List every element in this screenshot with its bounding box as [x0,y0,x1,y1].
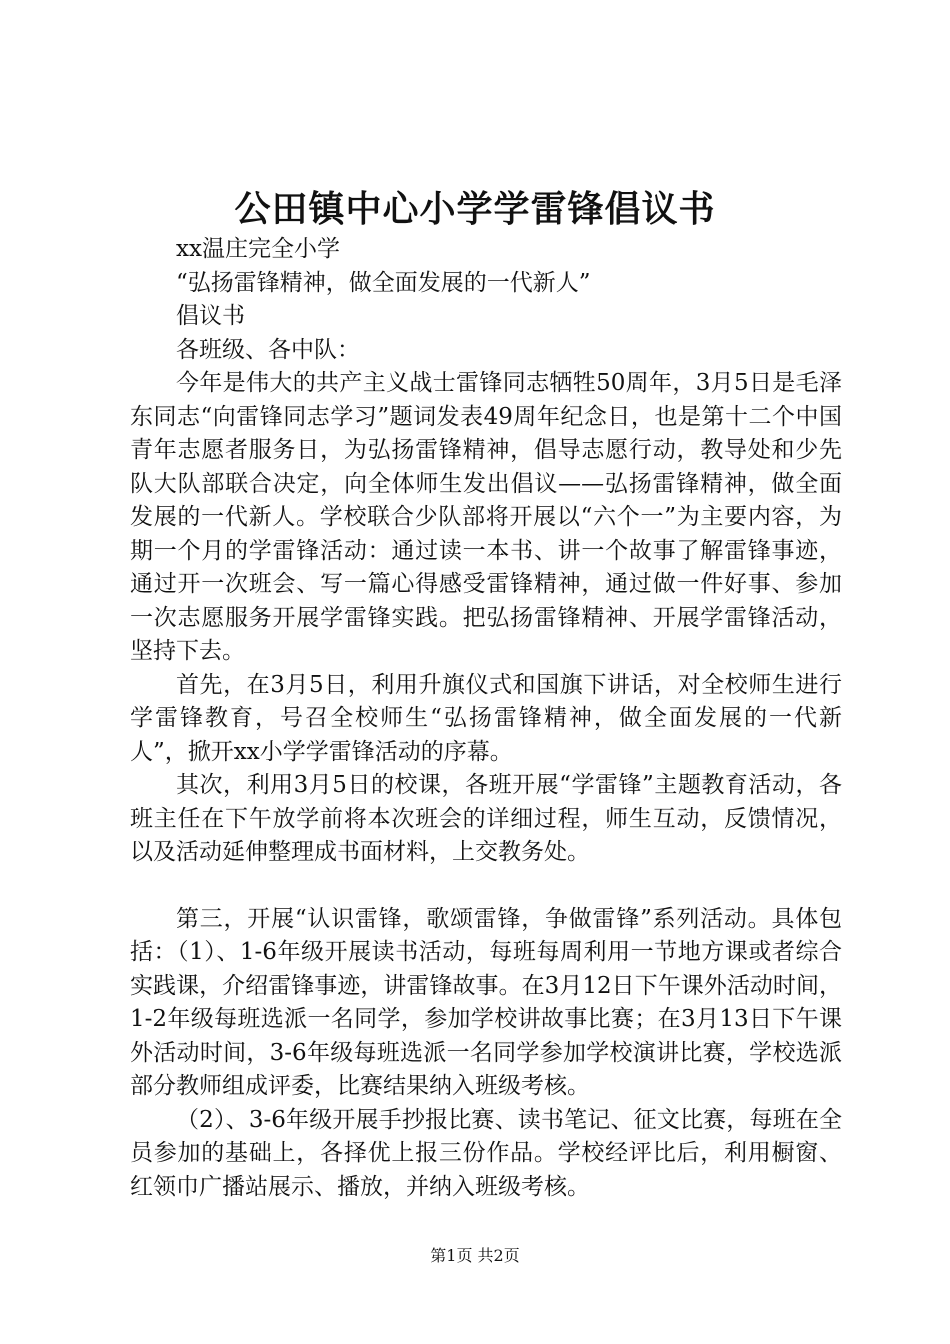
salutation-line: 各班级、各中队： [176,336,360,363]
document-title: 公田镇中心小学学雷锋倡议书 [234,188,716,230]
paragraph-third: 第三，开展“认识雷锋，歌颂雷锋，争做雷锋”系列活动。具体包括：（1）、1-6年级开展读书活动，每班每周利用一节地方课或者综合实践课，介绍雷锋事迹，讲雷锋故事。在3月12日下午课外活动时间，1-2年级每班选派一名同学，参加学校讲故事比赛；在3月13日下午课外活动时间，3-6年级每班选派一名同学参加学校演讲比赛，学校选派部分教师组成评委，比赛结果纳入班级考核。 [130,905,842,1099]
paragraph-intro: 今年是伟大的共产主义战士雷锋同志牺牲50周年，3月5日是毛泽东同志“向雷锋同志学习”题词发表49周年纪念日，也是第十二个中国青年志愿者服务日，为弘扬雷锋精神，倡导志愿行动，教导处和少先队大队部联合决定，向全体师生发出倡议——弘扬雷锋精神，做全面发展的一代新人。学校联合少队部将开展以“六个一”为主要内容，为期一个月的学雷锋活动：通过读一本书、讲一个故事了解雷锋事迹，通过开一次班会、写一篇心得感受雷锋精神，通过做一件好事、参加一次志愿服务开展学雷锋实践。把弘扬雷锋精神、开展学雷锋活动，坚持下去。 [130,370,842,664]
paragraph-first: 首先，在3月5日，利用升旗仪式和国旗下讲话，对全校师生进行学雷锋教育，号召全校师生“弘扬雷锋精神，做全面发展的一代新人”，掀开xx小学学雷锋活动的序幕。 [130,671,842,765]
page-number: 第1页 共2页 [430,1246,520,1265]
paragraph-second: 其次，利用3月5日的校课，各班开展“学雷锋”主题教育活动，各班主任在下午放学前将本次班会的详细过程，师生互动，反馈情况，以及活动延伸整理成书面材料，上交教务处。 [130,772,842,865]
document-body [130,233,842,1204]
heading-line: 倡议书 [176,303,245,329]
paragraph-fourth: （2）、3-6年级开展手抄报比赛、读书笔记、征文比赛，每班在全员参加的基础上，各择优上报三份作品。学校经评比后，利用橱窗、红领巾广播站展示、播放，并纳入班级考核。 [130,1106,842,1200]
school-name-line: xx温庄完全小学 [176,236,340,262]
slogan-line: “弘扬雷锋精神，做全面发展的一代新人” [176,269,591,296]
